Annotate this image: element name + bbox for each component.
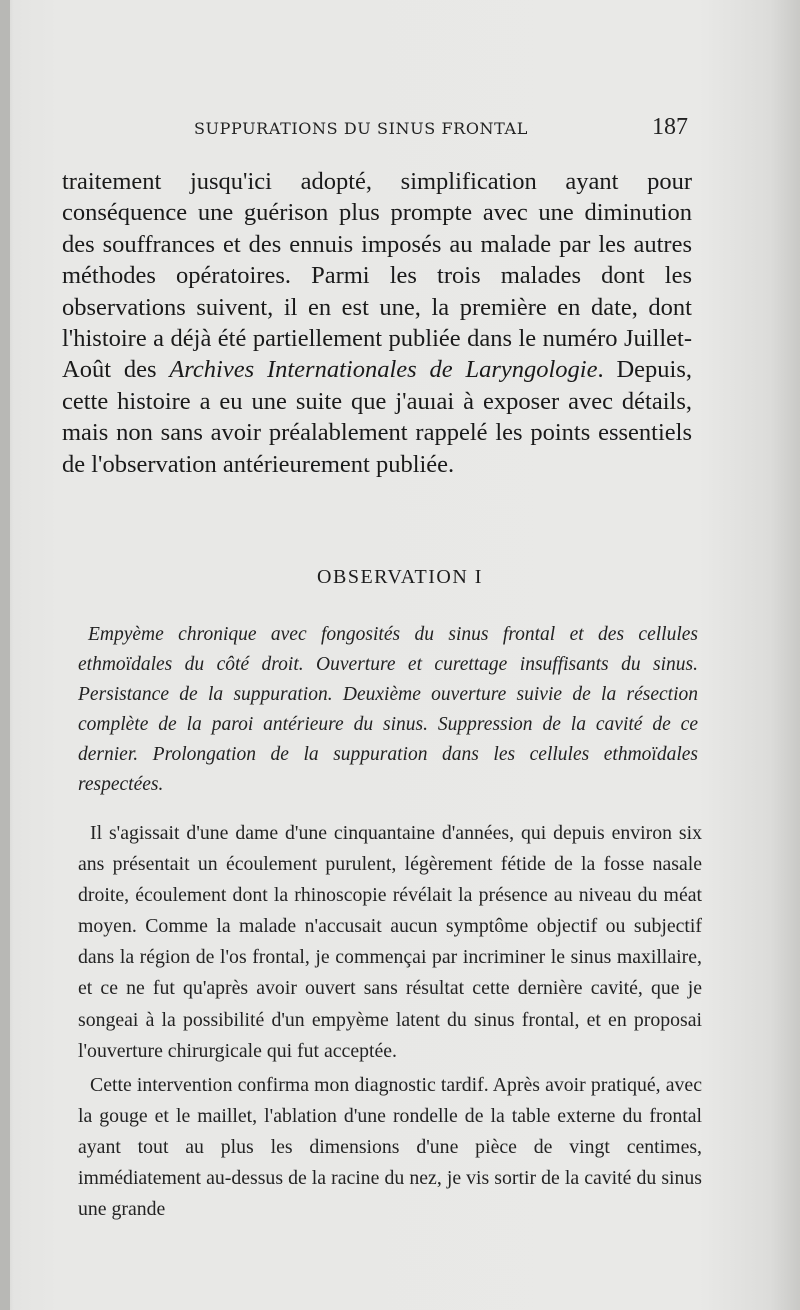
observation-paragraph-2: Cette intervention confirma mon diagnostic tardif. Après avoir pratiqué, avec la gouge et le maillet, l'ablation d'une rondelle de la table externe du frontal ayant tout au plus les dimensions d'une pièce de vingt centimes, immédiatement au-dessus de la racine du nez, je vis sortir de la cavité du sinus une grande: [78, 1073, 702, 1221]
running-head: SUPPURATIONS DU SINUS FRONTAL: [194, 119, 528, 138]
observation-paragraph-1: Il s'agissait d'une dame d'une cinquantaine d'années, qui depuis environ six ans présentait un écoulement purulent, légèrement fétide de la fosse nasale droite, écoulement dont la rhinoscopie révélait la présence au niveau du méat moyen. Comme la malade n'accusait aucun symptôme objectif ou subjectif dans la région de l'os frontal, je commençai par incriminer le sinus maxillaire, et ce ne fut qu'après avoir ouvert sans résultat cette dernière cavité, que je songeai à la possibilité d'un empyème latent du sinus frontal, et en proposai l'ouverture chirurgicale qui fut acceptée.: [78, 822, 702, 1062]
observation-heading: OBSERVATION I: [317, 566, 483, 588]
page-number: 187: [652, 114, 688, 140]
intro-text-part-2: . Depuis, cette histoire a eu une suite que j'auıai à exposer avec détails, mais non sans avoir préalablement rappelé les points essentiels de l'observation antérieurement publiée.: [62, 356, 692, 478]
page-gutter-shadow: [0, 0, 10, 1310]
observation-summary: [78, 620, 698, 800]
summary-text: Empyème chronique avec fongosités du sinus frontal et des cellules ethmoïdales du côté droit. Ouverture et curettage insuffisants du sinus. Persistance de la suppuration. Deuxième ouverture suivie de la résection complète de la paroi antérieure du sinus. Suppression de la cavité de ce dernier. Prolongation de la suppuration dans les cellules ethmoïdales respectées.: [78, 624, 698, 795]
intro-paragraph: [62, 166, 692, 480]
observation-body: [78, 818, 702, 1225]
journal-title: Archives Internationales de Laryngologie: [169, 356, 598, 384]
intro-text-part-1: traitement jusqu'ici adopté, simplification ayant pour conséquence une guérison plus prompte avec une diminution des souffrances et des ennuis imposés au malade par les autres méthodes opératoires. Parmi les trois malades dont les observations suivent, il en est une, la première en date, dont l'histoire a déjà été partiellement publiée dans le numéro Juillet-Août des: [62, 168, 692, 384]
